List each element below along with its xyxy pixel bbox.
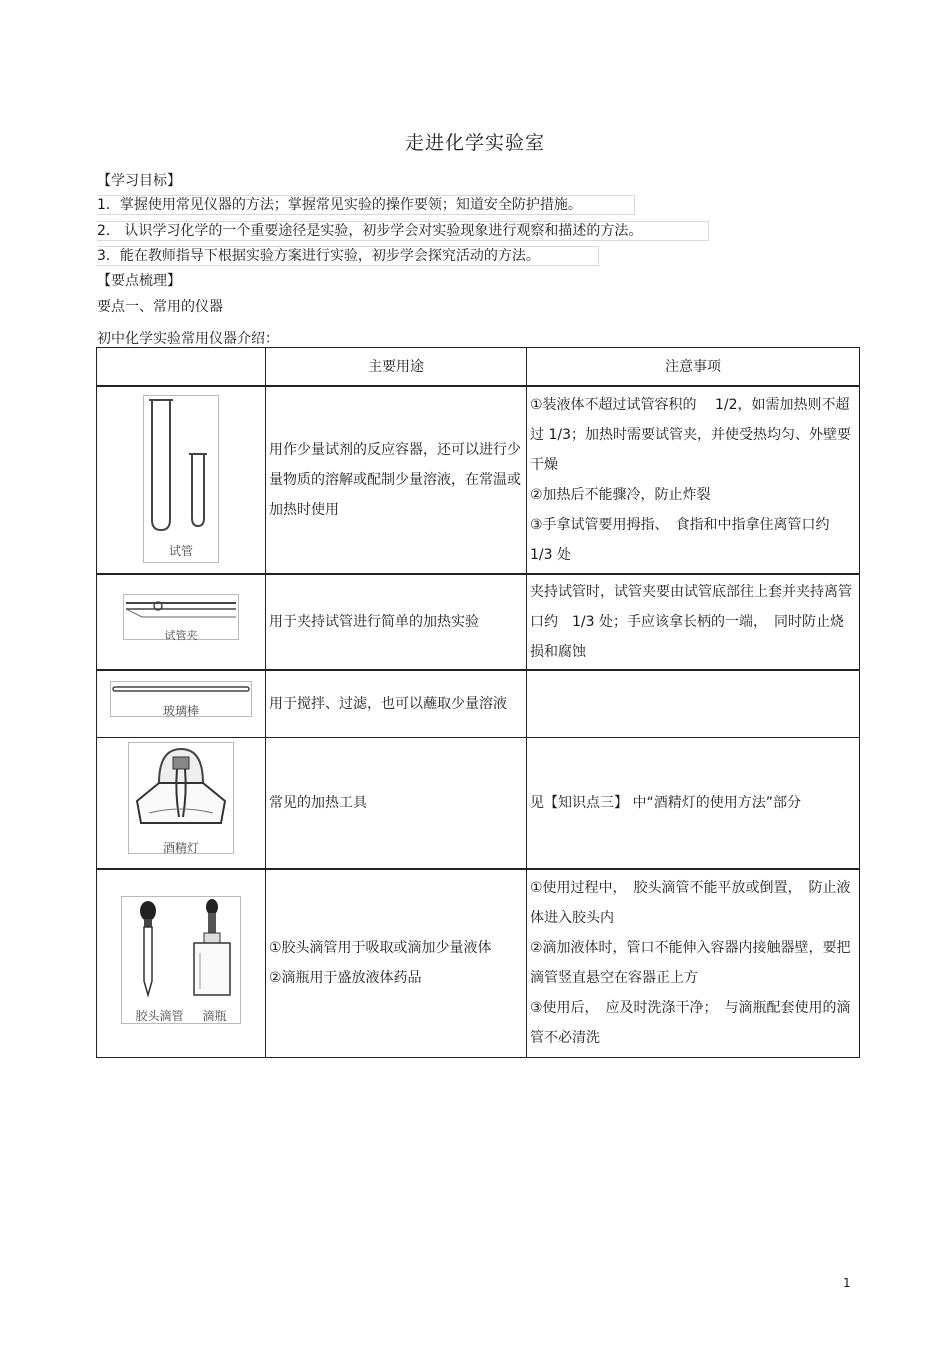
image-cell-test-tube-holder <box>97 574 266 670</box>
note-item: 夹持试管时，试管夹要由试管底部往上套并夹持离管口约 1/3 处；手应该拿长柄的一端， 同时防止烧损和腐蚀 <box>530 584 852 660</box>
glass-rod-label: 玻璃棒 <box>162 704 199 719</box>
notes-cell-empty <box>527 670 860 737</box>
test-tube-holder-icon <box>124 595 238 621</box>
point-heading: 要点一、常用的仪器 <box>97 299 223 315</box>
goal-text-1: 1．掌握使用常见仪器的方法；掌握常见实验的操作要领；知道安全防护措施。 <box>97 195 635 215</box>
usage-cell: 用作少量试剂的反应容器，还可以进行少量物质的溶解或配制少量溶液，在常温或加热时使用 <box>266 386 527 574</box>
section-heading-points: 【要点梳理】 <box>97 273 181 289</box>
glass-rod-image <box>110 681 252 717</box>
note-item: ③手拿试管要用拇指、 食指和中指拿住离管口约 1/3 处 <box>530 517 830 563</box>
glass-rod-icon <box>111 682 251 696</box>
header-image <box>97 348 266 387</box>
page-number: 1 <box>843 1276 851 1290</box>
usage-item: ②滴瓶用于盛放液体药品 <box>269 970 422 987</box>
test-tube-label: 试管 <box>168 543 193 558</box>
goal-text-3: 3．能在教师指导下根据实验方案进行实验，初步学会探究活动的方法。 <box>97 246 599 266</box>
notes-cell <box>527 737 860 869</box>
image-cell-test-tube <box>97 386 266 574</box>
table-row <box>97 574 860 670</box>
notes-cell <box>527 386 860 574</box>
goal-item-3 <box>97 245 599 265</box>
instrument-table <box>96 347 860 1058</box>
dropper-label: 胶头滴管 <box>135 1008 184 1023</box>
goal-text-2: 2． 认识学习化学的一个重要途径是实验，初步学会对实验现象进行观察和描述的方法。 <box>97 221 709 241</box>
alcohol-lamp-icon <box>129 743 233 833</box>
test-tube-holder-label: 试管夹 <box>164 629 198 642</box>
alcohol-lamp-label: 酒精灯 <box>162 841 199 856</box>
dropper-labels <box>122 1001 240 1031</box>
image-cell-glass-rod <box>97 670 266 737</box>
note-item: ①装液体不超过试管容积的 1/2，如需加热则不超过 1/3；加热时需要试管夹，并使受热均匀、外壁要干燥 <box>530 397 851 473</box>
table-header-row <box>97 348 860 387</box>
usage-cell: 用于夹持试管进行简单的加热实验 <box>266 574 527 670</box>
table-row <box>97 386 860 574</box>
notes-cell <box>527 574 860 670</box>
note-item: ①使用过程中， 胶头滴管不能平放或倒置， 防止液体进入胶头内 <box>530 880 851 927</box>
table-row <box>97 670 860 737</box>
table-intro: 初中化学实验常用仪器介绍： <box>97 331 279 347</box>
image-cell-alcohol-lamp <box>97 737 266 869</box>
usage-cell <box>266 869 527 1057</box>
test-tube-icon <box>144 396 218 536</box>
dropping-bottle-label: 滴瓶 <box>202 1008 227 1023</box>
test-tube-holder-image <box>123 594 239 640</box>
table-row <box>97 737 860 869</box>
usage-cell: 用于搅拌、过滤，也可以蘸取少量溶液 <box>266 670 527 737</box>
test-tube-image <box>143 395 219 563</box>
page-title: 走进化学实验室 <box>404 132 545 154</box>
usage-cell: 常见的加热工具 <box>266 737 527 869</box>
section-heading-goals: 【学习目标】 <box>97 173 181 189</box>
header-notes: 注意事项 <box>527 348 860 387</box>
usage-item: ①胶头滴管用于吸取或滴加少量液体 <box>269 940 492 957</box>
goal-item-2 <box>97 220 709 240</box>
dropper-image <box>121 896 241 1024</box>
note-item: ②滴加液体时，管口不能伸入容器内接触器壁，要把滴管竖直悬空在容器正上方 <box>530 940 851 987</box>
header-usage: 主要用途 <box>266 348 527 387</box>
image-cell-dropper <box>97 869 266 1057</box>
note-item: ③使用后， 应及时洗涤干净； 与滴瓶配套使用的滴管不必清洗 <box>530 1000 851 1047</box>
table-row <box>97 869 860 1057</box>
notes-cell <box>527 869 860 1057</box>
alcohol-lamp-image <box>128 742 234 854</box>
dropper-and-bottle-icon <box>122 897 240 1001</box>
goal-item-1 <box>97 194 635 214</box>
note-item: 见【知识点三】 中“酒精灯的使用方法”部分 <box>530 794 801 811</box>
note-item: ②加热后不能骤冷，防止炸裂 <box>530 487 711 503</box>
